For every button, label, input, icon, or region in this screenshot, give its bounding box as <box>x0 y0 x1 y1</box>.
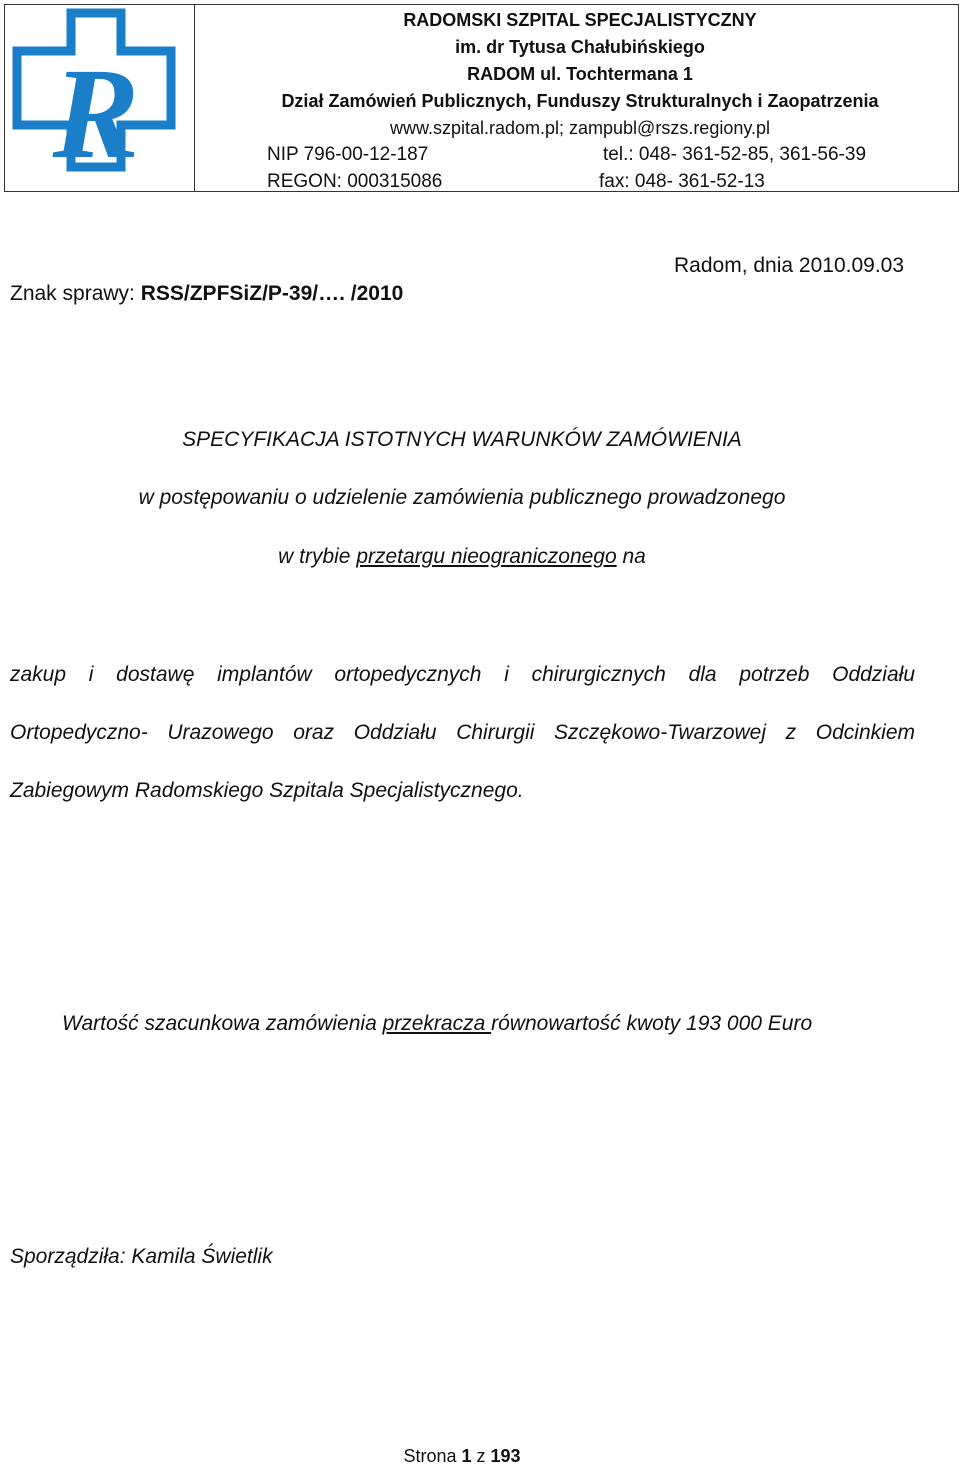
logo-letter: R <box>52 42 140 175</box>
logo-cell <box>5 5 195 191</box>
hospital-department: Dział Zamówień Publicznych, Funduszy Strukturalnych i Zaopatrzenia <box>281 91 879 111</box>
hospital-fax: fax: 048- 361-52-13 <box>599 171 765 192</box>
letterhead <box>4 4 959 192</box>
current-page: 1 <box>461 1446 472 1465</box>
case-value: RSS/ZPFSiZ/P-39/…. /2010 <box>140 282 404 305</box>
title-line-3 <box>0 545 924 569</box>
case-number <box>10 282 403 306</box>
hospital-tel: tel.: 048- 361-52-85, 361-56-39 <box>603 144 867 165</box>
page-prefix: Strona <box>403 1446 462 1465</box>
value-pre: Wartość szacunkowa zamówienia <box>62 1012 383 1035</box>
procurement-subject <box>10 646 915 820</box>
tender-type: przetargu nieograniczonego <box>356 545 617 568</box>
total-pages: 193 <box>490 1446 521 1465</box>
title-line-2: w postępowaniu o udzielenie zamówienia publicznego prowadzonego <box>138 486 786 509</box>
subject-line-3: Zabiegowym Radomskiego Szpitala Specjalistycznego. <box>10 779 524 802</box>
hospital-patron: im. dr Tytusa Chałubińskiego <box>455 37 705 57</box>
document-title: SPECYFIKACJA ISTOTNYCH WARUNKÓW ZAMÓWIENIA <box>182 428 742 451</box>
hospital-address: RADOM ul. Tochtermana 1 <box>467 64 693 84</box>
value-post: równowartość kwoty 193 000 Euro <box>491 1012 813 1035</box>
prepared-by: Sporządziła: Kamila Świetlik <box>10 1245 273 1268</box>
page-middle: z <box>471 1446 491 1465</box>
value-underlined: przekracza <box>382 1012 492 1035</box>
title-line-3-pre: w trybie <box>278 545 357 568</box>
hospital-nip: NIP 796-00-12-187 <box>267 144 429 165</box>
hospital-web-email: www.szpital.radom.pl; zampubl@rszs.regiony.pl <box>389 118 771 138</box>
estimated-value <box>62 1012 812 1036</box>
subject-line-2: Ortopedyczno- Urazowego oraz Oddziału Chirurgii Szczękowo-Twarzowej z Odcinkiem <box>10 721 915 744</box>
document-date: Radom, dnia 2010.09.03 <box>674 254 905 277</box>
hospital-name: RADOMSKI SZPITAL SPECJALISTYCZNY <box>403 10 757 30</box>
hospital-logo <box>11 7 181 175</box>
subject-line-1: zakup i dostawę implantów ortopedycznych i chirurgicznych dla potrzeb Oddziału <box>10 663 915 686</box>
page-number <box>0 1446 924 1465</box>
case-label: Znak sprawy: <box>10 282 141 305</box>
hospital-regon: REGON: 000315086 <box>267 171 443 192</box>
title-line-3-post: na <box>616 545 646 568</box>
